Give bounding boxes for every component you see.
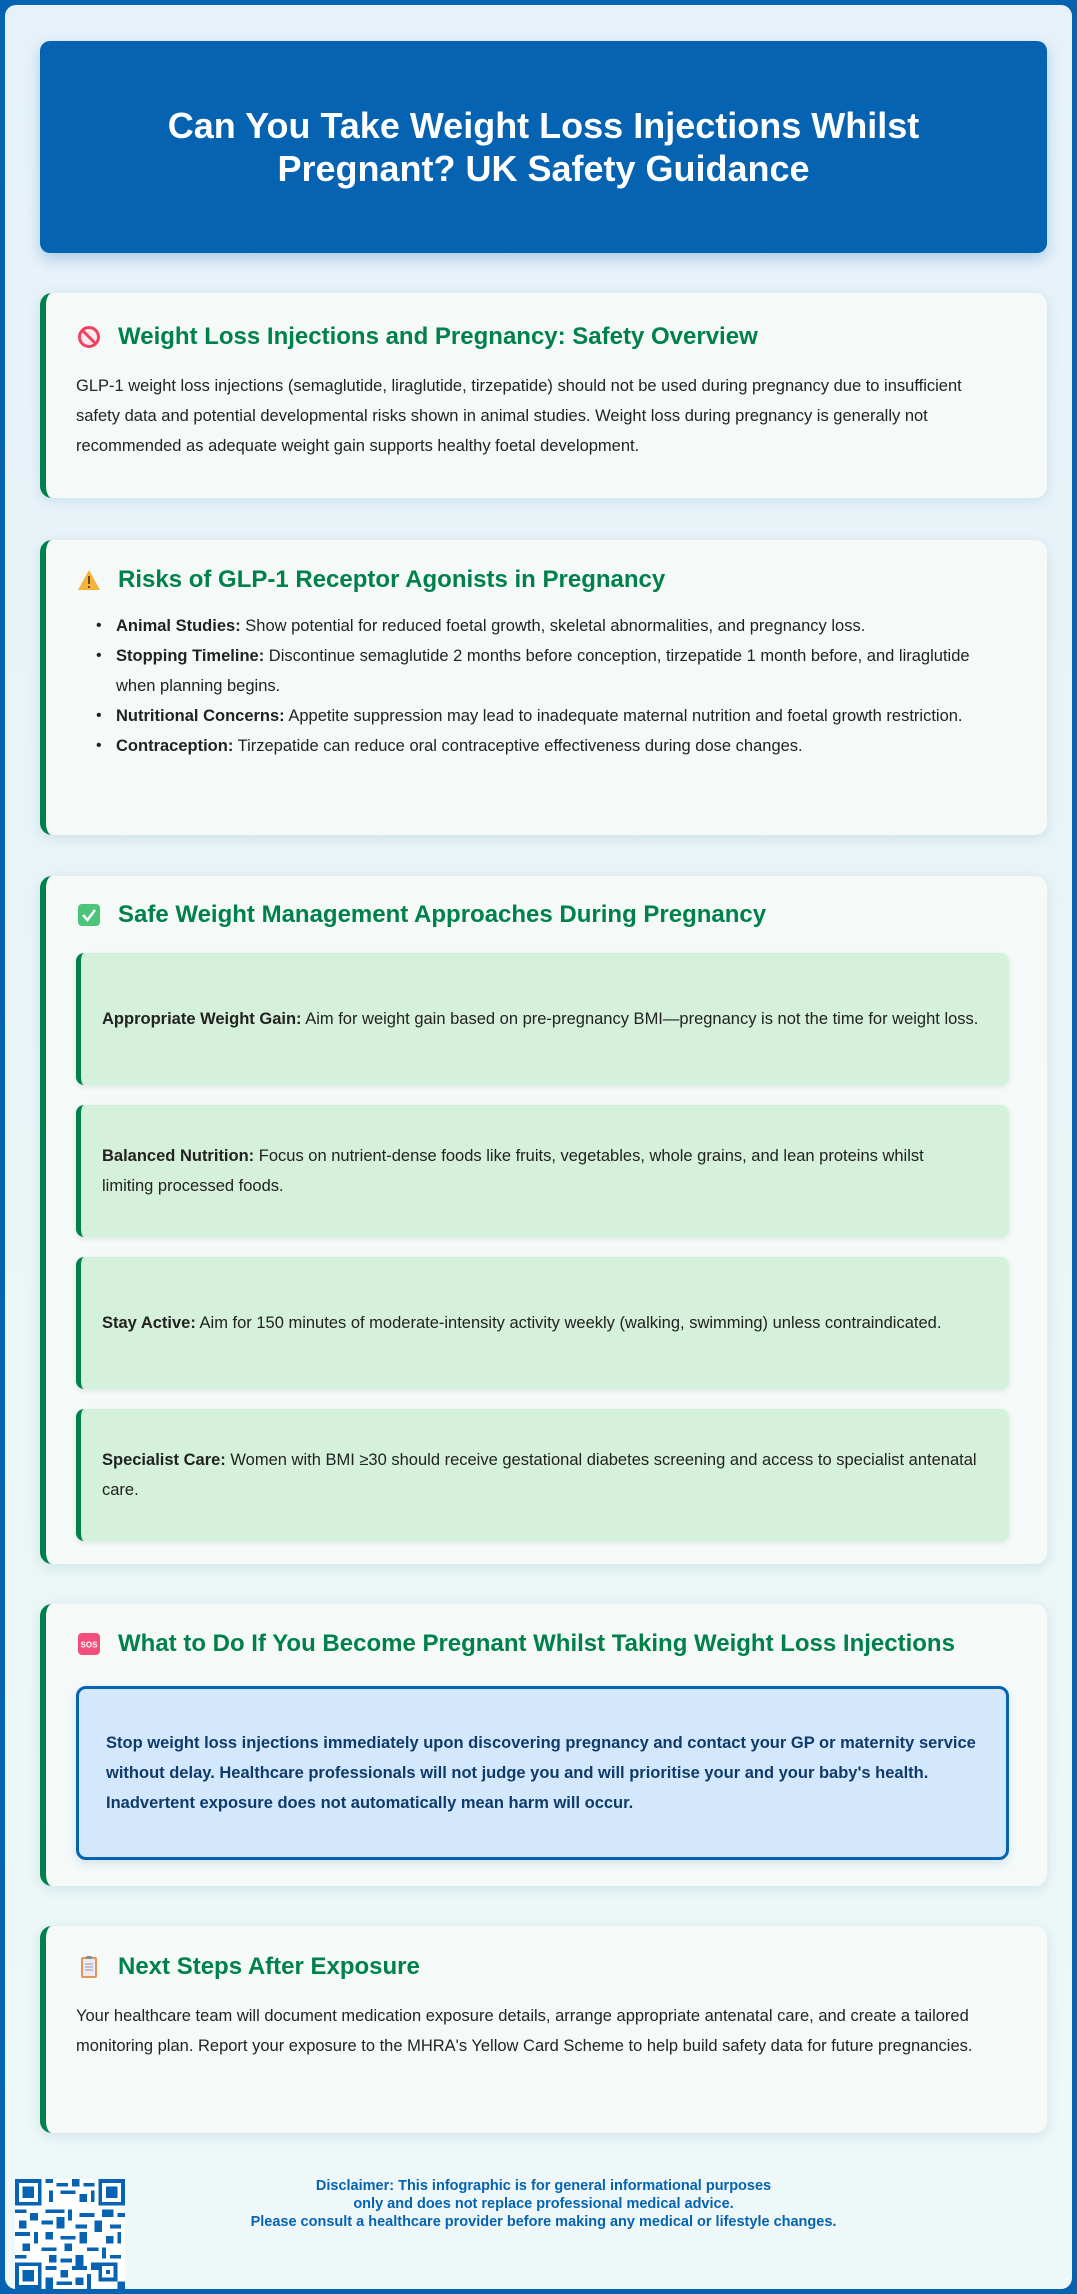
tip-card: Specialist Care: Women with BMI ≥30 should receive gestational diabetes screening and access to specialist antenatal care. <box>76 1409 1009 1541</box>
disclaimer-line-1: Disclaimer: This infographic is for general informational purposes <box>315 2178 772 2194</box>
card-title-next <box>76 1953 1009 1981</box>
risks-title-text: Risks of GLP-1 Receptor Agonists in Pregnancy <box>118 566 666 593</box>
disclaimer-line-2: only and does not replace professional medical advice. <box>353 2196 734 2212</box>
next-body: Your healthcare team will document medication exposure details, arrange appropriate antenatal care, and create a tailored monitoring plan. Report your exposure to the MHRA's Yellow Card Scheme to help build safety data for future pregnancies. <box>76 2007 973 2055</box>
disclaimer-label: Disclaimer: <box>315 2178 395 2194</box>
risks-list <box>76 611 1009 761</box>
risk-item: • Contraception: Tirzepatide can reduce oral contraceptive effectiveness during dose changes. <box>88 731 1009 761</box>
safe-title-text: Safe Weight Management Approaches During Pregnancy <box>118 901 767 928</box>
check-box-icon <box>76 902 102 928</box>
card-overview <box>40 293 1047 498</box>
prohibited-icon <box>76 324 102 350</box>
overview-title-text: Weight Loss Injections and Pregnancy: Safety Overview <box>118 323 758 350</box>
tips-list <box>76 953 1009 1541</box>
page-header <box>40 41 1047 253</box>
page-title: Can You Take Weight Loss Injections Whilst Pregnant? UK Safety Guidance <box>167 105 920 189</box>
tip-card: Balanced Nutrition: Focus on nutrient-dense foods like fruits, vegetables, whole grains, and lean proteins whilst limiting processed foods. <box>76 1105 1009 1237</box>
risk-item: • Nutritional Concerns: Appetite suppression may lead to inadequate maternal nutrition and foetal growth restriction. <box>88 701 1009 731</box>
sos-icon <box>76 1631 102 1657</box>
tip-card: Stay Active: Aim for 150 minutes of moderate-intensity activity weekly (walking, swimming) unless contraindicated. <box>76 1257 1009 1389</box>
risk-item: • Animal Studies: Show potential for reduced foetal growth, skeletal abnormalities, and pregnancy loss. <box>88 611 1009 641</box>
card-title-overview <box>76 323 1009 351</box>
card-title-safe <box>76 901 1009 929</box>
disclaimer-line-3: Please consult a healthcare provider before making any medical or lifestyle changes. <box>250 2214 837 2230</box>
card-title-pregnant <box>76 1630 1009 1658</box>
card-title-risks <box>76 566 1009 594</box>
risk-item: • Stopping Timeline: Discontinue semaglutide 2 months before conception, tirzepatide 1 month before, and liraglutide when planning begins. <box>88 641 1009 701</box>
svg-text:SOS: SOS <box>80 1640 98 1650</box>
overview-body: GLP-1 weight loss injections (semaglutide, liraglutide, tirzepatide) should not be used during pregnancy due to insufficient safety data and potential developmental risks shown in animal studies. Weight loss during pregnancy is generally not recommended as adequate weight gain supports healthy foetal development. <box>76 377 962 455</box>
alert-text: Stop weight loss injections immediately upon discovering pregnancy and contact your GP or maternity service without delay. Healthcare professionals will not judge you and will prioritise your and your baby's health. Inadvertent exposure does not automatically mean harm will occur. <box>106 1734 976 1812</box>
card-next-steps <box>40 1926 1047 2133</box>
card-safe-approaches <box>40 876 1047 1564</box>
pregnant-title-text: What to Do If You Become Pregnant Whilst Taking Weight Loss Injections <box>118 1630 955 1657</box>
card-what-to-do <box>40 1604 1047 1886</box>
clipboard-icon <box>76 1954 102 1980</box>
card-risks <box>40 540 1047 835</box>
warning-icon <box>76 567 102 593</box>
tip-card: Appropriate Weight Gain: Aim for weight gain based on pre-pregnancy BMI—pregnancy is not the time for weight loss. <box>76 953 1009 1085</box>
alert-box <box>76 1686 1009 1860</box>
next-title-text: Next Steps After Exposure <box>118 1953 420 1980</box>
disclaimer <box>5 2177 1077 2231</box>
